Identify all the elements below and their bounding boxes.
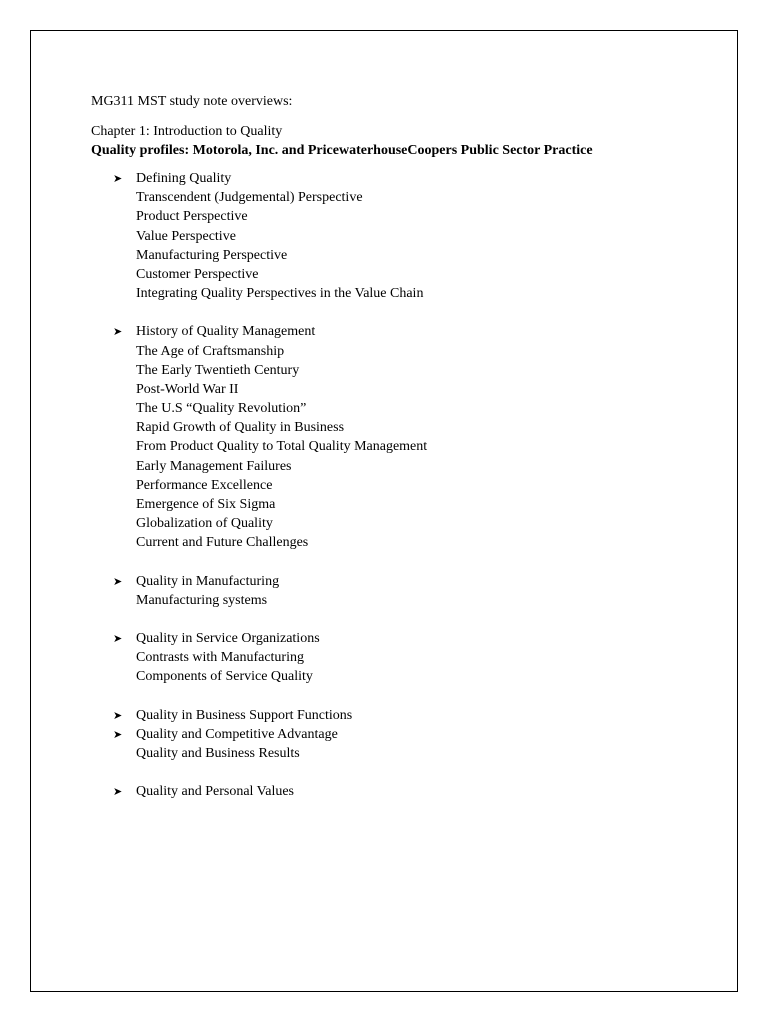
section-title-text: Quality and Competitive Advantage: [136, 726, 338, 742]
list-item: Manufacturing Perspective: [136, 247, 288, 263]
list-item: The U.S “Quality Revolution”: [136, 401, 307, 417]
quality-profiles-line: Quality profiles: Motorola, Inc. and PricewaterhouseCoopers Public Sector Practice: [91, 143, 593, 158]
list-item: The Age of Craftsmanship: [136, 343, 285, 359]
section-spacer: [31, 553, 737, 572]
section-title-text: Quality and Personal Values: [136, 784, 294, 800]
list-item: Post-World War II: [136, 381, 239, 397]
section-title: [31, 706, 737, 725]
section-title-text: Quality in Business Support Functions: [136, 707, 353, 723]
section-title-text: History of Quality Management: [136, 324, 316, 340]
list-item: Current and Future Challenges: [136, 535, 309, 551]
list-item: Manufacturing systems: [136, 592, 268, 608]
section-title: [31, 782, 737, 801]
section-title: [31, 169, 737, 188]
list-item: Transcendent (Judgemental) Perspective: [136, 190, 363, 206]
list-item: Early Management Failures: [136, 458, 292, 474]
list-item: Quality and Business Results: [136, 745, 300, 761]
document-heading: MG311 MST study note overviews:: [91, 94, 293, 109]
outline-section: [31, 782, 737, 801]
section-title-text: Quality in Service Organizations: [136, 630, 320, 646]
list-item: From Product Quality to Total Quality Management: [136, 439, 428, 455]
list-item: Contrasts with Manufacturing: [136, 650, 304, 666]
list-item: Product Perspective: [136, 209, 248, 225]
section-title: [31, 629, 737, 648]
list-item: Integrating Quality Perspectives in the Value Chain: [136, 286, 424, 302]
section-title: [31, 572, 737, 591]
section-title: [31, 322, 737, 341]
outline-section: [31, 706, 737, 725]
section-spacer: [31, 763, 737, 782]
arrow-bullet-icon: ➤: [113, 574, 123, 588]
arrow-bullet-icon: ➤: [113, 325, 123, 339]
outline-section: [31, 572, 737, 610]
section-spacer: [31, 303, 737, 322]
list-item: Customer Perspective: [136, 266, 259, 282]
list-item: Components of Service Quality: [136, 669, 313, 685]
arrow-bullet-icon: ➤: [113, 708, 123, 722]
section-title-text: Defining Quality: [136, 171, 232, 186]
section-title: [31, 725, 737, 744]
chapter-title: Chapter 1: Introduction to Quality: [91, 124, 283, 139]
list-item: Globalization of Quality: [136, 516, 273, 532]
list-item: The Early Twentieth Century: [136, 362, 300, 378]
list-item: Rapid Growth of Quality in Business: [136, 420, 345, 436]
section-spacer: [31, 687, 737, 706]
section-title-text: Quality in Manufacturing: [136, 573, 280, 589]
arrow-bullet-icon: ➤: [113, 727, 123, 741]
arrow-bullet-icon: ➤: [113, 172, 123, 185]
outline-sections: [31, 169, 737, 801]
list-item: Emergence of Six Sigma: [136, 497, 276, 512]
arrow-bullet-icon: ➤: [113, 631, 123, 645]
document-page: [30, 30, 738, 992]
list-item: Performance Excellence: [136, 477, 273, 493]
outline-section: [31, 725, 737, 763]
arrow-bullet-icon: ➤: [113, 785, 123, 799]
outline-section: [31, 322, 737, 552]
section-spacer: [31, 610, 737, 629]
list-item: Value Perspective: [136, 228, 236, 244]
outline-section: [31, 629, 737, 687]
outline-section: [31, 169, 737, 303]
